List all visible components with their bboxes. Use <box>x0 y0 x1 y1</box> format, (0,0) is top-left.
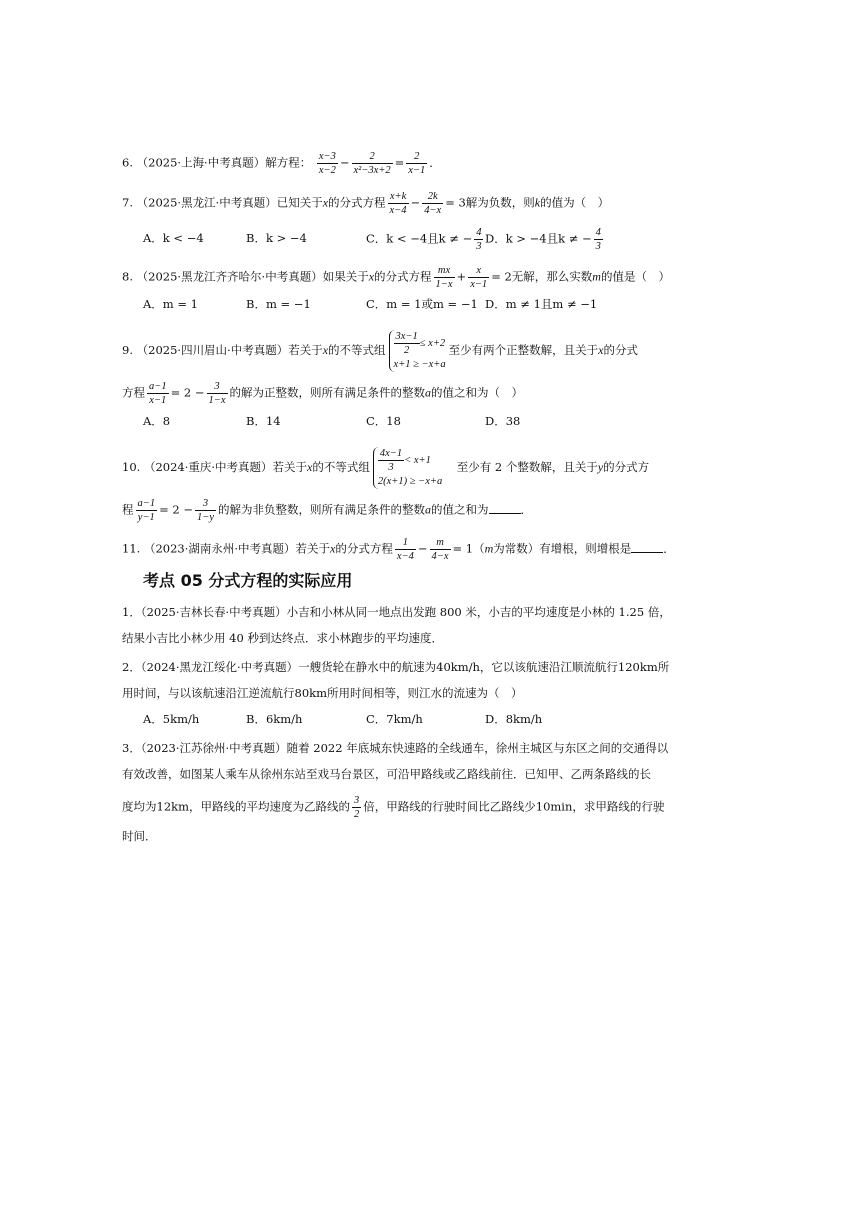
option-b[interactable]: B．14 <box>246 414 281 428</box>
question-source: （2025·上海·中考真题） <box>136 155 266 170</box>
fraction: $\frac{a-1}{x-1}$ <box>149 381 167 406</box>
question-text: 若关于 <box>288 343 323 357</box>
question-number: 8. <box>122 269 133 284</box>
problem-3-line-4: 时间． <box>122 829 157 843</box>
question-source: （2024·重庆·中考真题） <box>143 460 273 474</box>
question-11: 11. （2023·湖南永州·中考真题）若关于x的分式方程 $\frac{1}{x-4}$ − $\frac{m}{4-x}$ = 1（m为常数）有增根，则增根是 ． <box>122 537 675 562</box>
option-b[interactable]: B．6km/h <box>246 712 303 726</box>
question-source: （2025·四川眉山·中考真题） <box>136 343 289 357</box>
option-d[interactable]: D．8km/h <box>485 712 543 726</box>
fraction: $\frac{3}{1-x}$ <box>208 381 226 406</box>
fraction: $\frac{mx}{1-x}$ <box>435 265 453 290</box>
fraction: $\frac{2}{x-1}$ <box>408 151 426 176</box>
option-d[interactable]: D．38 <box>485 414 521 428</box>
question-text: 若关于 <box>295 541 331 556</box>
question-6: 6. （2025·上海·中考真题）解方程： $\frac{x-3}{x-2}$ − $\frac{2}{\text{x²−3x+2}}$ = $\frac{2}{x-1}$ ． <box>122 151 441 176</box>
question-source: （2025·黑龙江·中考真题） <box>136 195 277 210</box>
question-10: 10. （2024·重庆·中考真题）若关于x的不等式组 $\frac{4x-1}{3}$ < x+1 2(x+1) ≥ −x+a 至少有 2 个整数解，且关于y的分式方 <box>122 448 650 487</box>
fraction: $\frac{2}{\text{x²−3x+2}}$ <box>353 151 391 176</box>
option-d[interactable]: D．m ≠ 1且m ≠ −1 <box>485 297 598 311</box>
problem-3-line-1: 3．（2023·江苏徐州·中考真题）随着 2022 年底城东快速路的全线通车，徐州主城区与东区之间的交通得以 <box>122 741 669 755</box>
option-c[interactable]: C．k < −4且k ≠ − $\frac{4}{3}$ <box>366 227 482 252</box>
fraction: $\frac{m}{4-x}$ <box>431 537 449 562</box>
fraction: $\frac{3}{2}$ <box>354 795 360 820</box>
question-source: （2025·黑龙江齐齐哈尔·中考真题） <box>136 269 323 284</box>
option-b[interactable]: B．k > −4 <box>246 231 307 245</box>
option-b[interactable]: B．m = −1 <box>246 297 311 311</box>
option-c[interactable]: C．m = 1或m = −1 <box>366 297 478 311</box>
fraction: $\frac{a-1}{y-1}$ <box>137 498 156 523</box>
question-text: 已知关于 <box>276 195 323 210</box>
fraction: $\frac{x}{x-1}$ <box>470 265 488 290</box>
question-number: 10. <box>122 460 141 474</box>
problem-3-line-2: 有效改善，如图某人乘车从徐州东站至戏马台景区，可沿甲路线或乙路线前往．已知甲、乙两条路线的长 <box>122 767 651 781</box>
question-8: 8. （2025·黑龙江齐齐哈尔·中考真题）如果关于x的分式方程 $\frac{mx}{1-x}$ + $\frac{x}{x-1}$ = 2无解，那么实数m的值是（ ） <box>122 265 670 290</box>
problem-2-line-2: 用时间，与以该航速沿江逆流航行80km所用时间相等，则江水的流速为（ ） <box>122 686 523 700</box>
question-number: 11. <box>122 541 141 556</box>
question-9: 9. （2025·四川眉山·中考真题）若关于x的不等式组 $\frac{3x-1}{2}$ ≤ x+2 x+1 ≥ −x+a 至少有两个正整数解，且关于x的分式 <box>122 331 638 370</box>
option-a[interactable]: A．8 <box>143 414 171 428</box>
question-text: 解方程： <box>265 155 312 170</box>
question-9-line-2: 方程 $\frac{a-1}{x-1}$ = 2 − $\frac{3}{1-x}$ 的解为正整数，则所有满足条件的整数a的值之和为（ ） <box>122 381 523 406</box>
question-text: 若关于 <box>272 460 308 474</box>
option-d[interactable]: D．k > −4且k ≠ − $\frac{4}{3}$ <box>485 227 601 252</box>
option-a[interactable]: A．m = 1 <box>143 297 198 311</box>
fraction: $\frac{x+k}{x-4}$ <box>389 191 407 216</box>
option-c[interactable]: C．18 <box>366 414 401 428</box>
question-number: 7. <box>122 195 133 210</box>
question-text: 如果关于 <box>322 269 369 284</box>
question-number: 6. <box>122 155 133 170</box>
fraction: $\frac{x-3}{x-2}$ <box>318 151 336 176</box>
option-c[interactable]: C．7km/h <box>366 712 423 726</box>
question-7: 7. （2025·黑龙江·中考真题）已知关于x的分式方程 $\frac{x+k}{x-4}$ − $\frac{2k}{4-x}$ = 3解为负数，则k的值为（ ） <box>122 191 610 216</box>
inequality-system: $\frac{4x-1}{3}$ < x+1 2(x+1) ≥ −x+a <box>373 447 442 489</box>
fraction: $\frac{2k}{4-x}$ <box>424 191 442 216</box>
problem-1-line-2: 结果小吉比小林少用 40 秒到达终点．求小林跑步的平均速度． <box>122 631 443 645</box>
section-heading: 考点 05 分式方程的实际应用 <box>143 571 353 590</box>
question-number: 9. <box>122 343 133 357</box>
fraction: $\frac{1}{x-4}$ <box>396 537 414 562</box>
option-a[interactable]: A．5km/h <box>143 712 200 726</box>
problem-2-line-1: 2．（2024·黑龙江绥化·中考真题）一艘货轮在静水中的航速为40km/h，它以该航速沿江顺流航行120km所 <box>122 660 670 674</box>
problem-1-line-1: 1．（2025·吉林长春·中考真题）小吉和小林从同一地点出发跑 800 米，小吉的平均速度是小林的 1.25 倍， <box>122 605 671 619</box>
question-10-line-2: 程 $\frac{a-1}{y-1}$ = 2 − $\frac{3}{1-y}$ 的解为非负整数，则所有满足条件的整数a的值之和为 ． <box>122 498 532 523</box>
fraction: $\frac{3}{1-y}$ <box>197 498 214 523</box>
question-source: （2023·湖南永州·中考真题） <box>143 541 296 556</box>
inequality-system: $\frac{3x-1}{2}$ ≤ x+2 x+1 ≥ −x+a <box>389 330 446 372</box>
answer-blank[interactable] <box>489 502 521 514</box>
problem-3-line-3: 度均为12km，甲路线的平均速度为乙路线的 $\frac{3}{2}$ 倍，甲路线的行驶时间比乙路线少10min，求甲路线的行驶 <box>122 795 665 820</box>
answer-blank[interactable] <box>631 541 663 553</box>
option-a[interactable]: A．k < −4 <box>143 231 204 245</box>
